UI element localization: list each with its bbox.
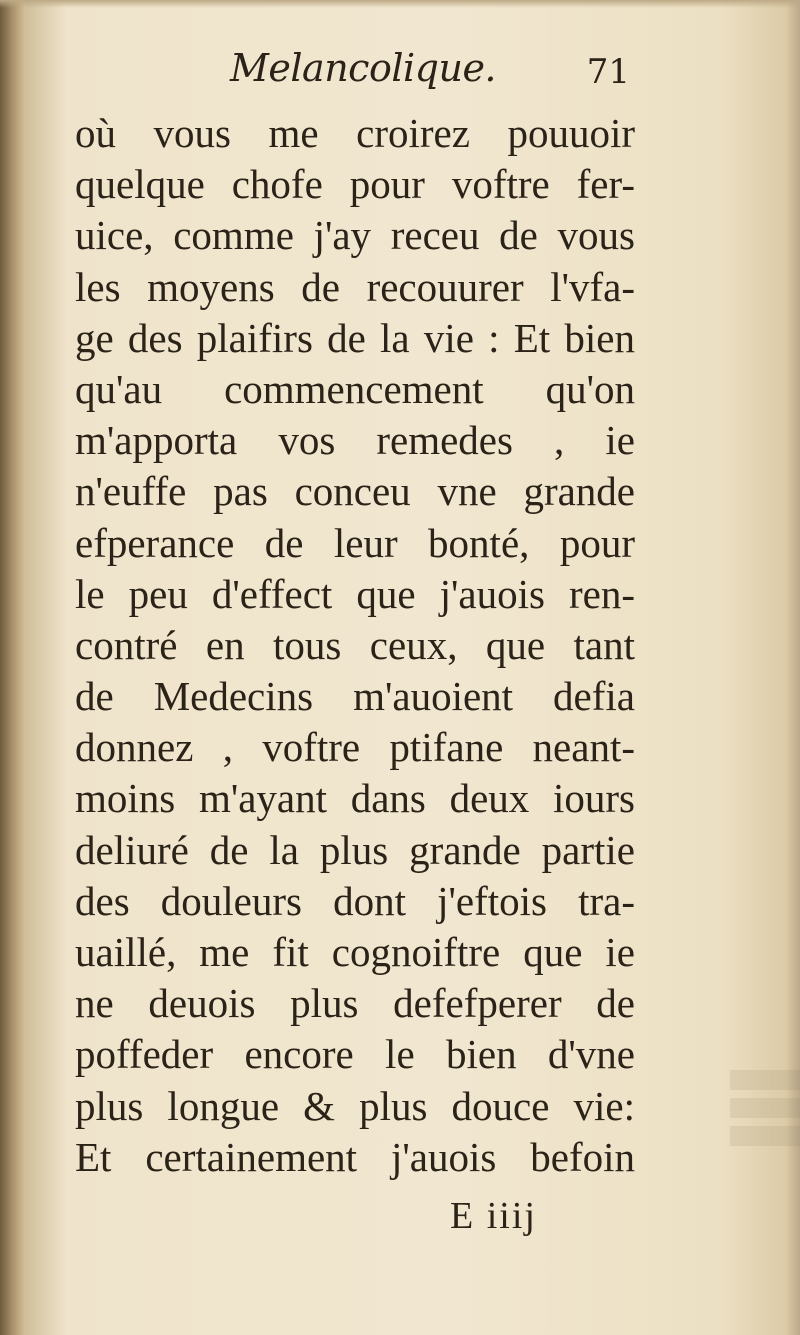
page-header [230, 46, 630, 96]
text-line: uaillé, me fit cognoiftre que ie [75, 929, 635, 975]
text-line: des douleurs dont j'eftois tra- [75, 877, 635, 924]
text-line: les moyens de recouurer l'vfa- [75, 263, 635, 310]
text-line: plus longue & plus douce vie: [75, 1082, 635, 1129]
text-line: poffeder encore le bien d'vne [75, 1031, 635, 1078]
text-line: ne deuois plus defefperer de [75, 980, 635, 1027]
text-line: m'apporta vos remedes , ie [75, 417, 635, 464]
text-line: moins m'ayant dans deux iours [75, 775, 635, 822]
signature-mark: E iiij [450, 1195, 537, 1237]
binding-gutter [0, 0, 26, 1335]
text-line: donnez , voftre ptifane neant- [75, 724, 635, 771]
page-number: 71 [586, 52, 630, 92]
text-line: le peu d'effect que j'auois ren- [75, 570, 635, 617]
text-line: qu'au commencement qu'on [75, 365, 635, 412]
bleed-through-mark [730, 1126, 800, 1146]
text-line: où vous me croirez pouuoir [75, 110, 635, 156]
text-line: de Medecins m'auoient defia [75, 673, 635, 720]
text-line: quelque chofe pour voftre fer- [75, 161, 635, 208]
running-head: Melancolique. [230, 46, 497, 90]
body-text [75, 108, 635, 1183]
text-line: Et certainement j'auois befoin [75, 1133, 635, 1180]
text-line: uice, comme j'ay receu de vous [75, 212, 635, 259]
page-top-edge [0, 0, 800, 8]
text-line: efperance de leur bonté, pour [75, 519, 635, 566]
bleed-through-mark [730, 1070, 800, 1090]
text-line: deliuré de la plus grande partie [75, 826, 635, 873]
text-line: n'euffe pas conceu vne grande [75, 468, 635, 515]
text-line: ge des plaifirs de la vie : Et bien [75, 314, 635, 361]
bleed-through-mark [730, 1098, 800, 1118]
text-line: contré en tous ceux, que tant [75, 621, 635, 668]
